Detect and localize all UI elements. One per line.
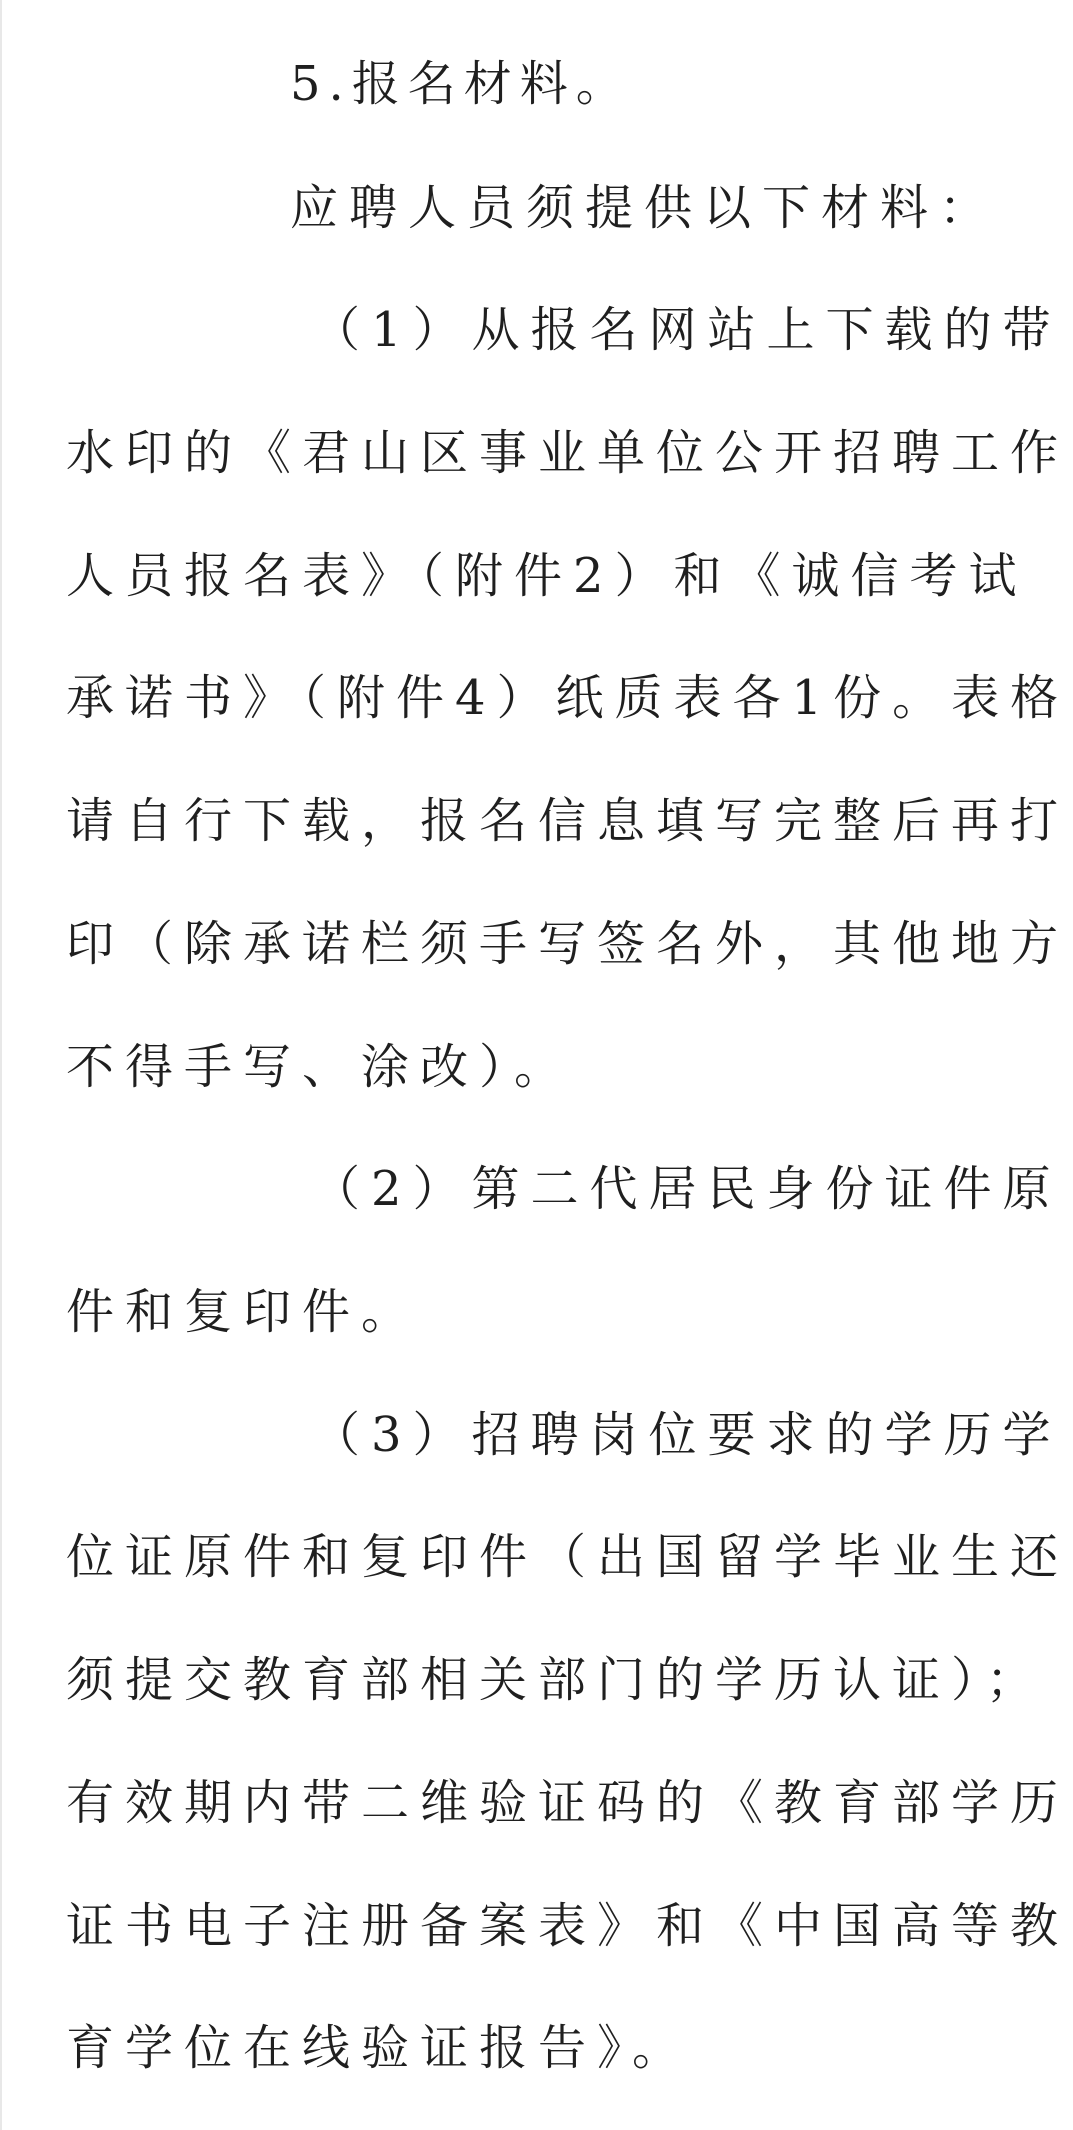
item-3-line-2: 位证原件和复印件（出国留学毕业生还	[66, 1529, 1070, 1585]
section-heading: 5.报名材料。	[290, 56, 632, 112]
item-1-line-4: 承诺书》（附件4）纸质表各1份。表格	[66, 670, 1070, 726]
item-1-line-3: 人员报名表》（附件2）和《诚信考试	[66, 548, 1028, 604]
item-2-line-1: （2）第二代居民身份证件原	[312, 1161, 1062, 1217]
item-2-line-2: 件和复印件。	[66, 1284, 421, 1340]
item-1-line-5: 请自行下载，报名信息填写完整后再打	[66, 793, 1070, 849]
item-3-line-4: 有效期内带二维验证码的《教育部学历	[66, 1775, 1070, 1831]
item-1-line-6: 印（除承诺栏须手写签名外，其他地方	[66, 916, 1070, 972]
item-3-line-1: （3）招聘岗位要求的学历学	[312, 1407, 1062, 1463]
item-3-line-6: 育学位在线验证报告》。	[66, 2020, 692, 2076]
item-1-line-2: 水印的《君山区事业单位公开招聘工作	[66, 425, 1070, 481]
item-3-line-5: 证书电子注册备案表》和《中国高等教	[66, 1898, 1070, 1954]
intro-line: 应聘人员须提供以下材料：	[290, 180, 999, 236]
item-3-line-3: 须提交教育部相关部门的学历认证）；	[66, 1652, 1046, 1708]
item-1-line-7: 不得手写、涂改）。	[66, 1039, 574, 1095]
item-1-line-1: （1）从报名网站上下载的带	[312, 302, 1062, 358]
